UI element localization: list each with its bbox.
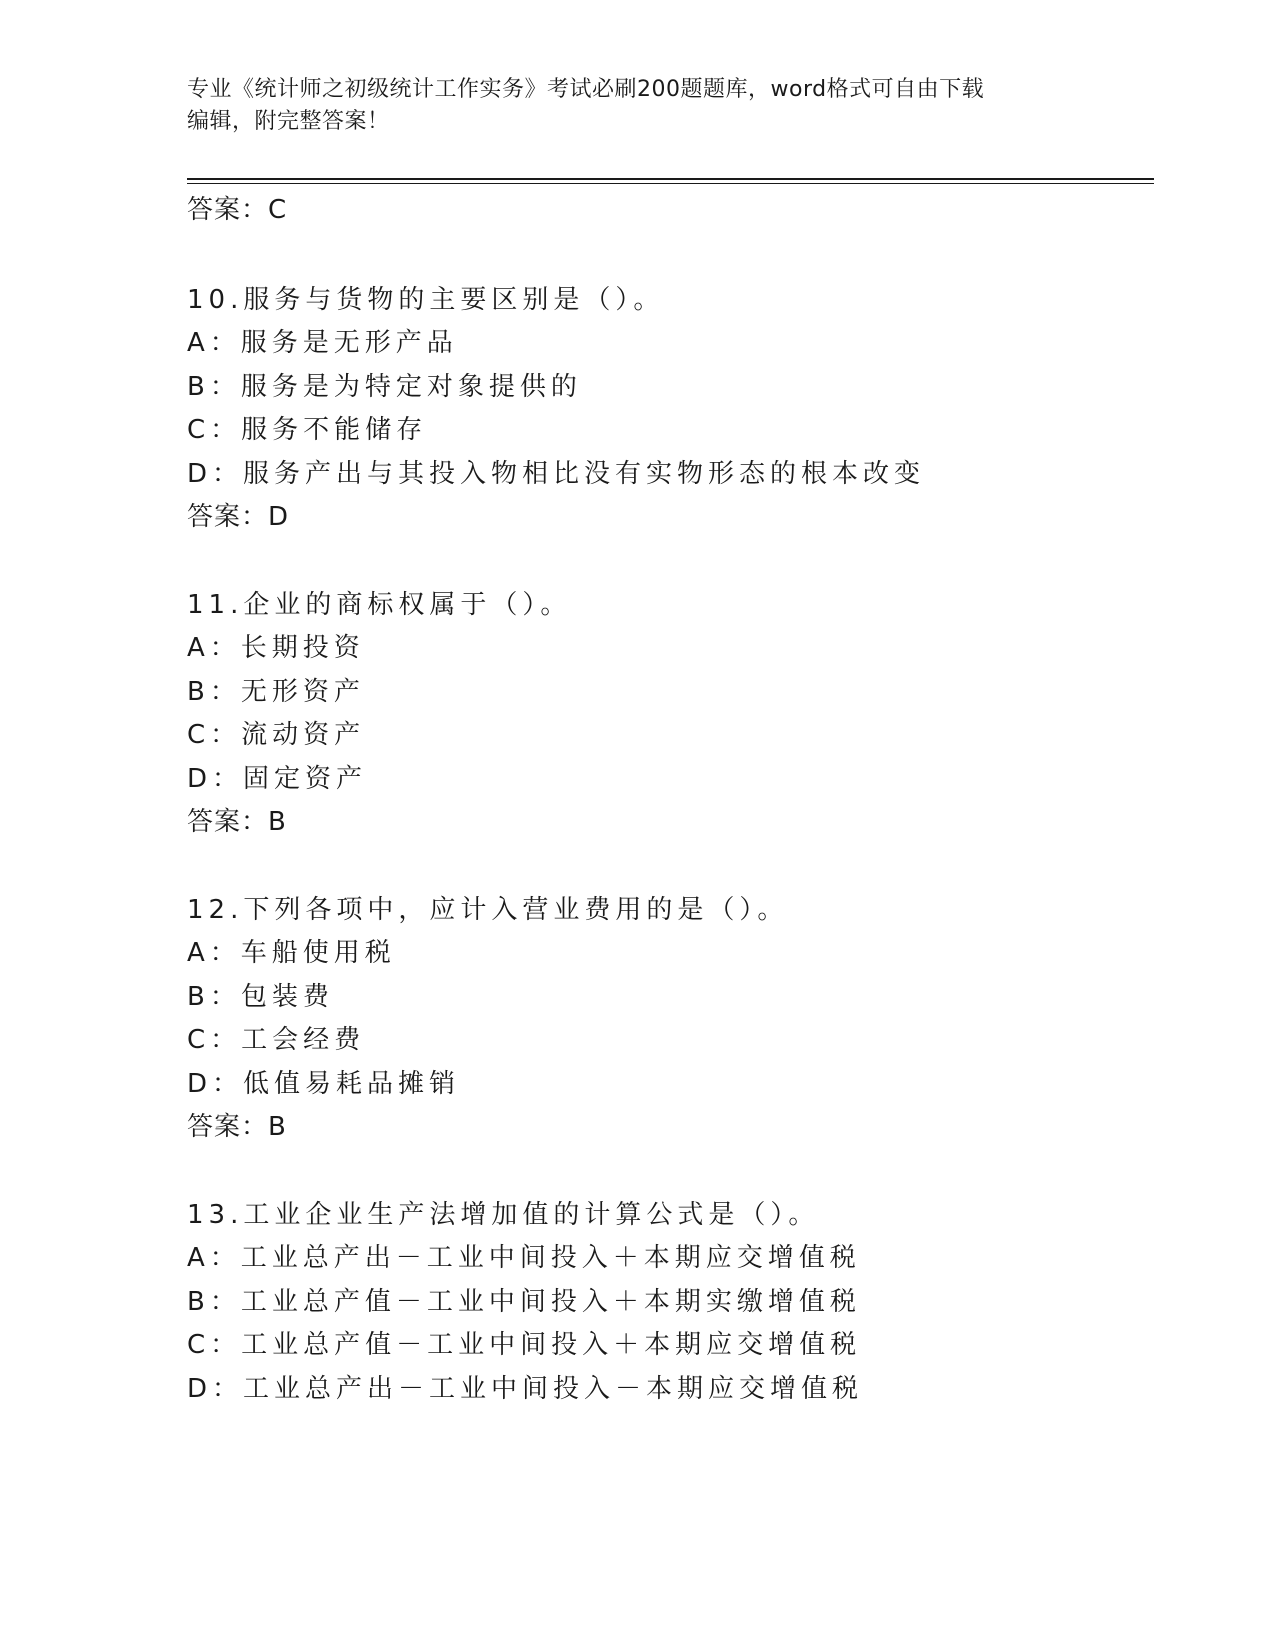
question-option: A：车船使用税: [187, 938, 396, 968]
question-option: C：流动资产: [187, 720, 366, 750]
question-option: C：工业总产值－工业中间投入＋本期应交增值税: [187, 1330, 862, 1360]
question-option: D：服务产出与其投入物相比没有实物形态的根本改变: [187, 459, 926, 489]
question-option: D：工业总产出－工业中间投入－本期应交增值税: [187, 1374, 864, 1404]
header-line-2: 编辑，附完整答案！: [187, 109, 390, 134]
question-option: C：服务不能储存: [187, 415, 428, 445]
question-option: A：服务是无形产品: [187, 328, 458, 358]
question-stem: 10.服务与货物的主要区别是（）。: [187, 285, 665, 315]
question-stem: 13.工业企业生产法增加值的计算公式是（）。: [187, 1200, 820, 1230]
question-answer: 答案：B: [187, 1112, 287, 1142]
question-option: B：服务是为特定对象提供的: [187, 372, 582, 402]
document-header: [187, 74, 1087, 138]
question-answer: 答案：B: [187, 807, 287, 837]
question-option: C：工会经费: [187, 1025, 366, 1055]
header-rule-thick: [187, 178, 1154, 180]
question-option: B：无形资产: [187, 677, 365, 707]
header-rule-thin: [187, 183, 1154, 184]
question-option: A：工业总产出－工业中间投入＋本期应交增值税: [187, 1243, 861, 1273]
question-stem: 12.下列各项中，应计入营业费用的是（）。: [187, 895, 789, 925]
question-option: A：长期投资: [187, 633, 365, 663]
question-option: B：工业总产值－工业中间投入＋本期实缴增值税: [187, 1287, 861, 1317]
question-option: D：固定资产: [187, 764, 368, 794]
question-option: D：低值易耗品摊销: [187, 1069, 461, 1099]
question-stem: 11.企业的商标权属于（）。: [187, 590, 572, 620]
question-option: B：包装费: [187, 982, 334, 1012]
previous-answer: 答案：C: [187, 195, 288, 225]
question-answer: 答案：D: [187, 502, 290, 532]
header-line-1: 专业《统计师之初级统计工作实务》考试必刷200题题库，word格式可自由下载: [187, 77, 985, 102]
